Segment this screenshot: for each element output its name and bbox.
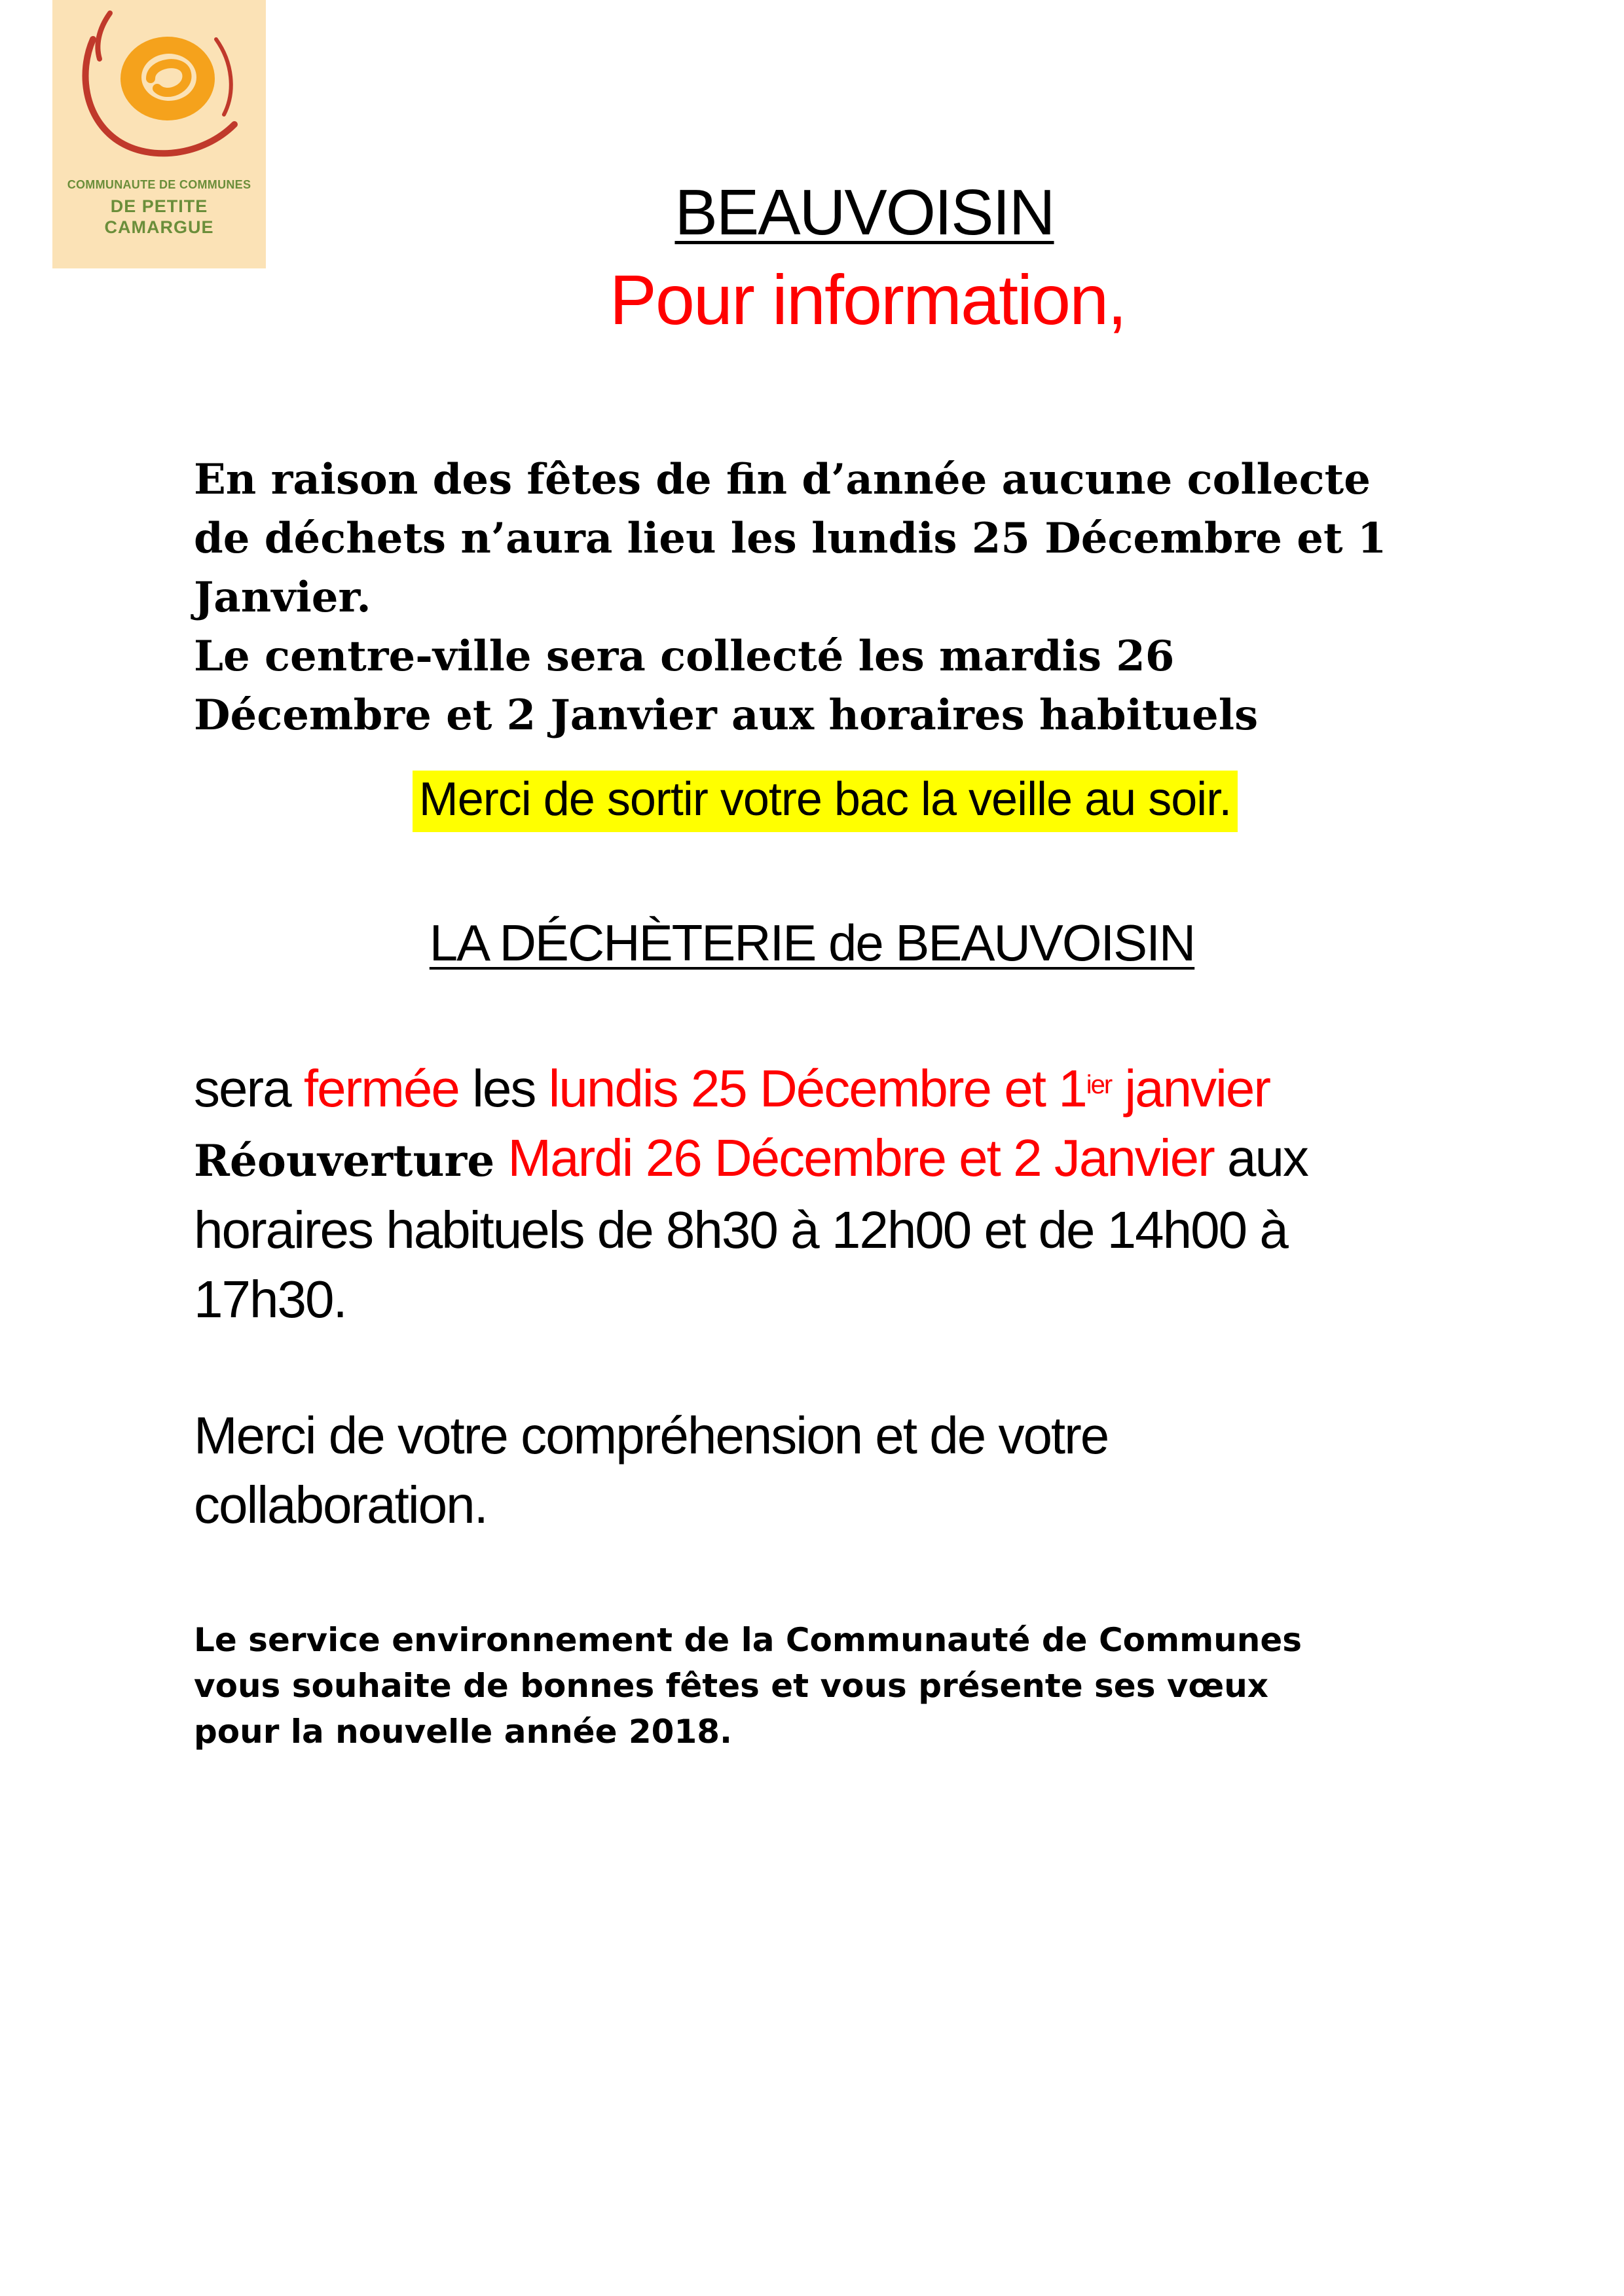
decheterie-line-4: 17h30.	[194, 1270, 346, 1328]
collecte-line: Janvier.	[194, 573, 371, 622]
logo-text-line1: COMMUNAUTE DE COMMUNES	[67, 178, 251, 191]
highlighted-notice: Merci de sortir votre bac la veille au soir.	[413, 771, 1238, 832]
logo-text-line2: DE PETITE	[110, 196, 208, 216]
footer-line: pour la nouvelle année 2018.	[194, 1713, 733, 1751]
highlight-line	[0, 773, 1624, 826]
reopening-label: Réouverture	[194, 1135, 495, 1186]
collecte-line: En raison des fêtes de fin d’année aucune collecte	[194, 455, 1371, 504]
collecte-line: Décembre et 2 Janvier aux horaires habituels	[194, 691, 1259, 740]
closed-word: fermée	[303, 1059, 459, 1118]
page-subtitle: Pour information,	[609, 260, 1126, 339]
closed-dates-end: janvier	[1111, 1059, 1270, 1118]
text-fragment: les	[458, 1059, 549, 1118]
footer-line: vous souhaite de bonnes fêtes et vous présente ses vœux	[194, 1667, 1269, 1705]
collecte-line: Le centre-ville sera collecté les mardis 26	[194, 632, 1175, 681]
thanks-line: Merci de votre compréhension et de votre	[194, 1406, 1109, 1465]
ordinal-superscript: ier	[1086, 1070, 1112, 1099]
thanks-paragraph	[194, 1401, 1504, 1540]
footer-paragraph	[194, 1617, 1504, 1755]
logo-text-line3: CAMARGUE	[104, 217, 214, 237]
footer-line: Le service environnement de la Communauté de Communes	[194, 1621, 1302, 1659]
thanks-line: collaboration.	[194, 1476, 487, 1534]
text-fragment: aux	[1213, 1129, 1308, 1187]
decheterie-line-3: horaires habituels de 8h30 à 12h00 et de 14h00 à	[194, 1201, 1287, 1259]
decheterie-title: LA DÉCHÈTERIE de BEAUVOISIN	[429, 914, 1195, 972]
page-title: BEAUVOISIN	[674, 176, 1054, 248]
collecte-line: de déchets n’aura lieu les lundis 25 Décembre et 1	[194, 514, 1387, 563]
closed-dates: lundis 25 Décembre et 1	[548, 1059, 1086, 1118]
reopening-dates: Mardi 26 Décembre et 2 Janvier	[494, 1129, 1214, 1187]
collecte-paragraph	[194, 450, 1490, 745]
text-fragment: sera	[194, 1059, 304, 1118]
decheterie-line-2	[194, 1123, 1504, 1195]
decheterie-paragraph	[194, 1054, 1504, 1334]
decheterie-line-1	[194, 1054, 1504, 1123]
